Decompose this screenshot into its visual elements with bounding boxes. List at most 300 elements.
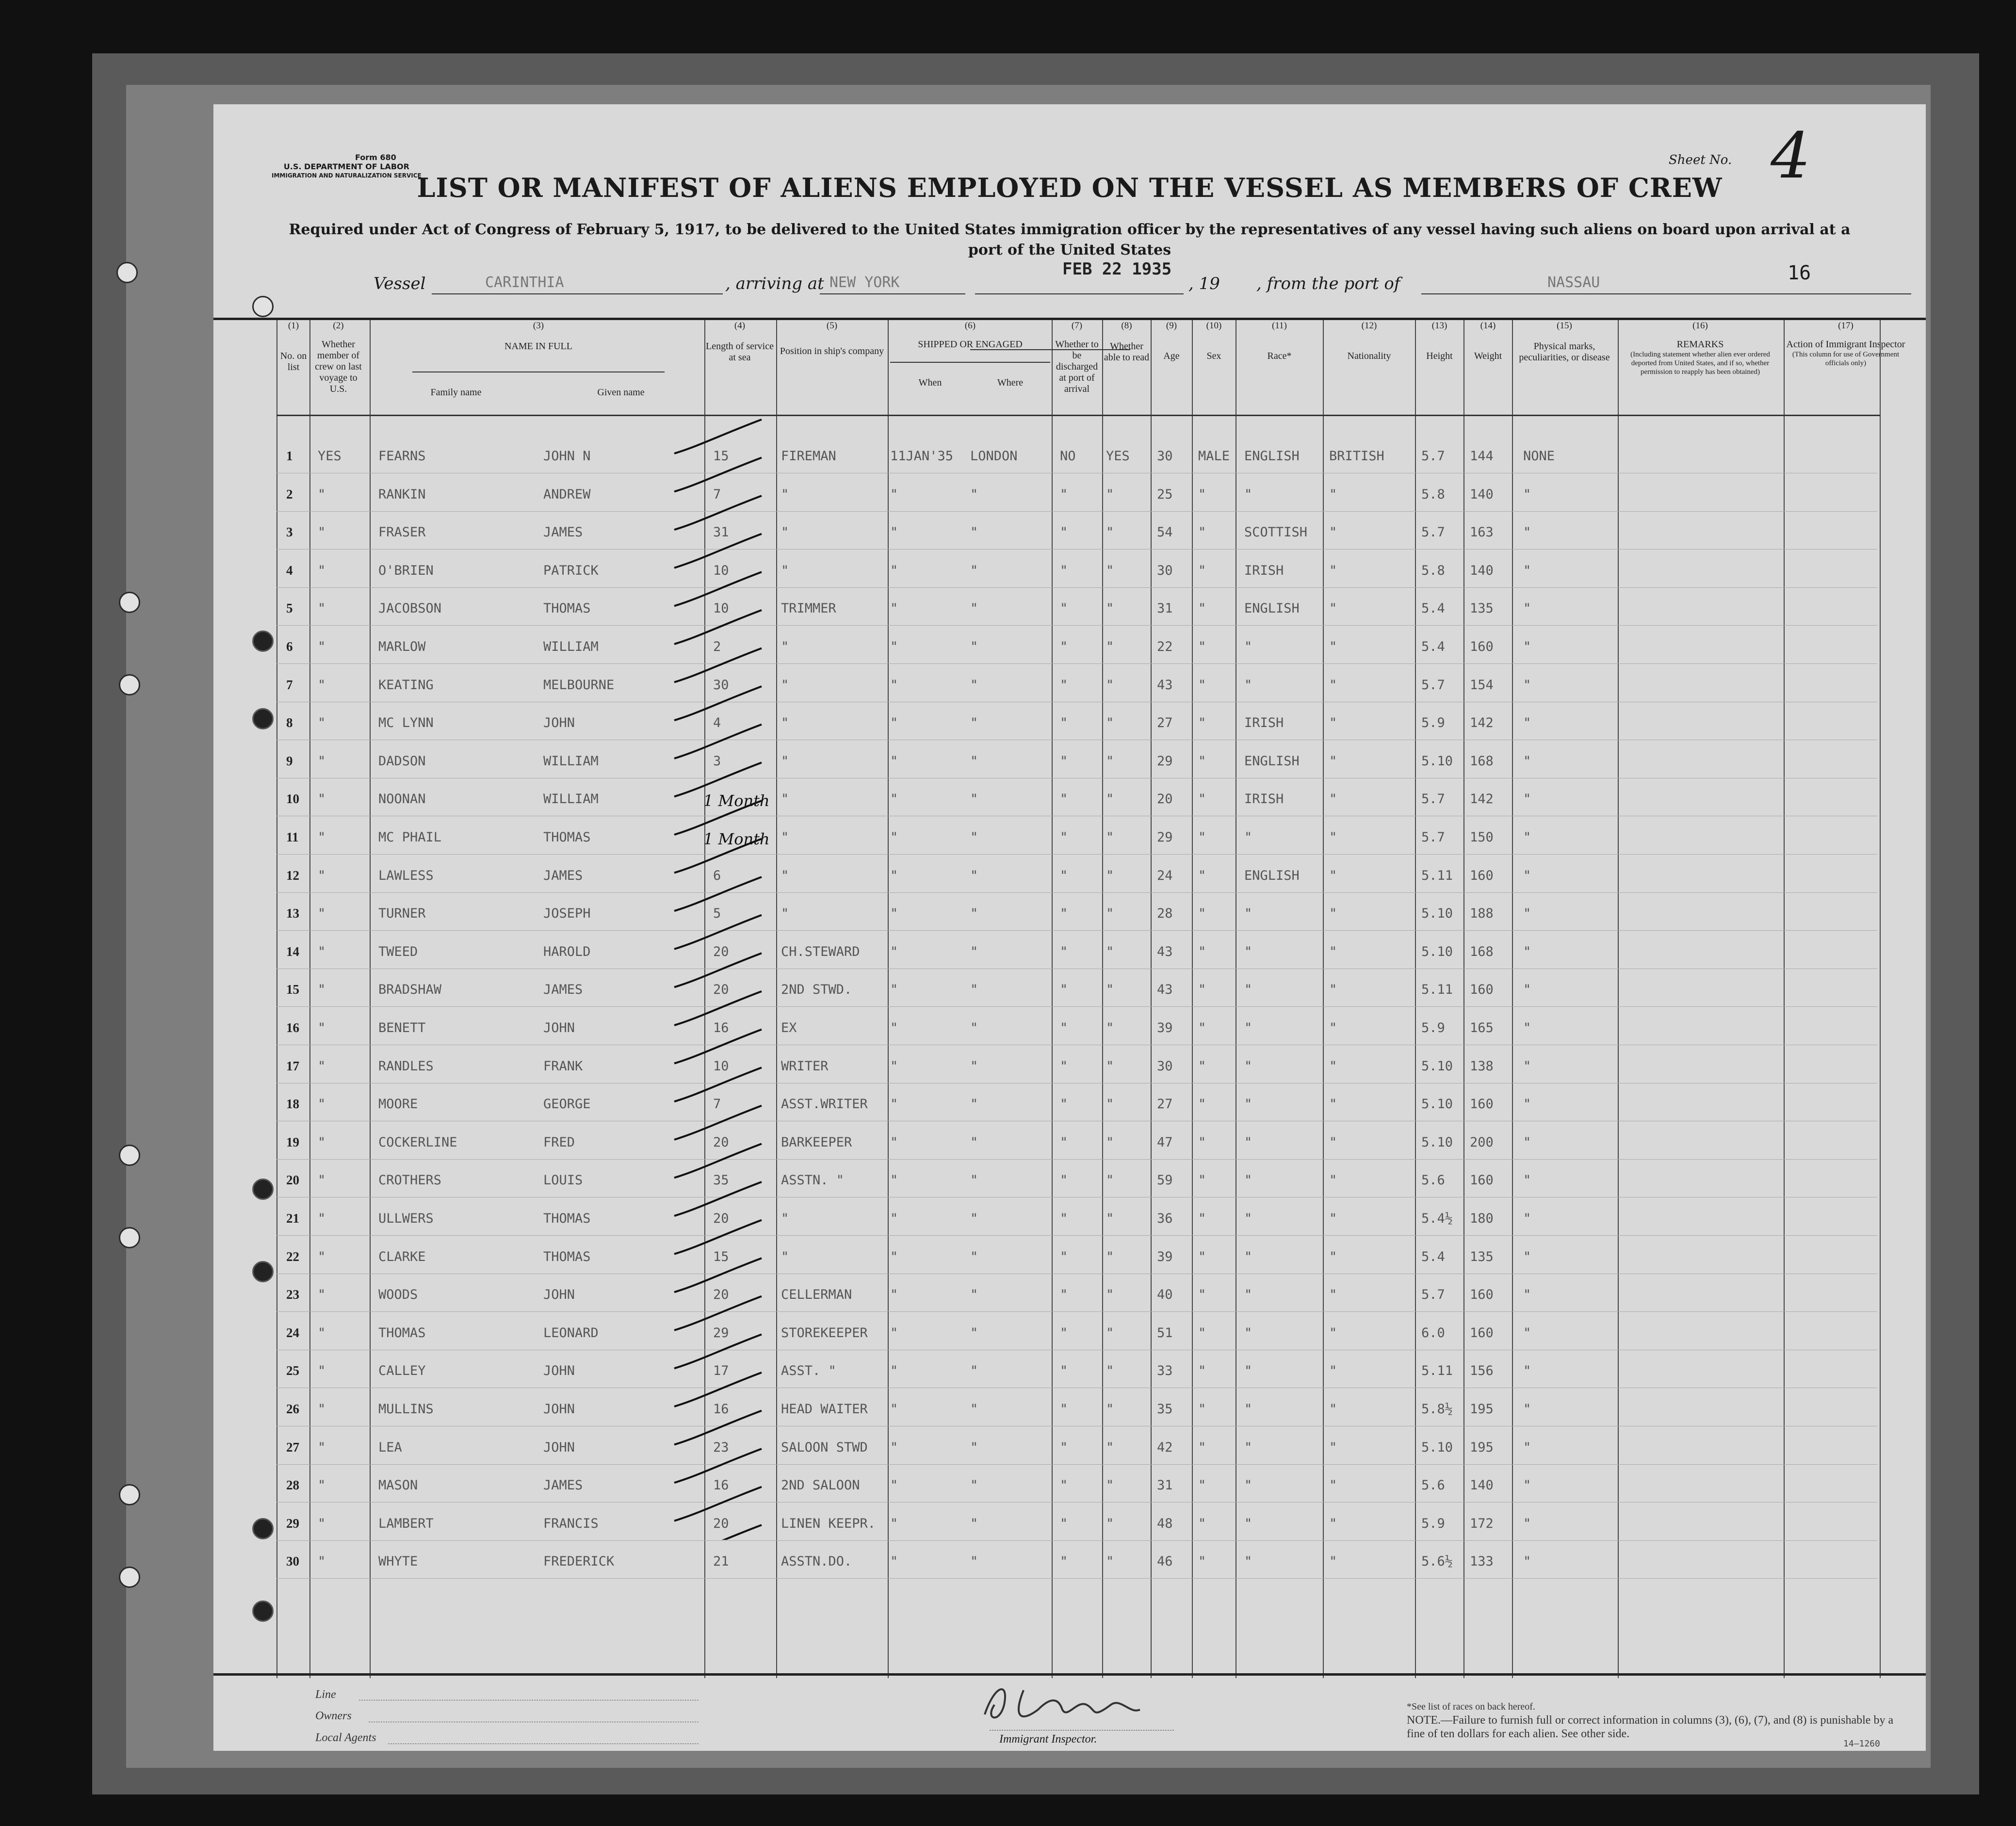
- nationality: ": [1329, 677, 1337, 693]
- shipped-when: ": [890, 715, 898, 731]
- previous-voyage: ": [318, 486, 326, 502]
- sex: ": [1198, 601, 1206, 616]
- shipped-when: ": [890, 1402, 898, 1417]
- able-to-read: ": [1106, 1211, 1114, 1226]
- discharge: ": [1060, 1287, 1068, 1303]
- height: 5.9: [1421, 715, 1445, 731]
- inspector-note: (This column for use of Government officials only): [1792, 351, 1900, 367]
- discharge: ": [1060, 1516, 1068, 1531]
- nationality: ": [1329, 1134, 1337, 1150]
- col-header-4: (4) Length of service at sea: [706, 321, 774, 363]
- previous-voyage: ": [318, 601, 326, 616]
- shipped-where: LONDON: [970, 449, 1018, 464]
- table-row: [213, 1130, 1926, 1168]
- race: ": [1244, 486, 1252, 502]
- check-stroke: [674, 1525, 762, 1540]
- shipped-where: ": [970, 1363, 978, 1379]
- row-number: 21: [286, 1211, 299, 1226]
- shipped-when: ": [890, 1249, 898, 1264]
- height: 5.7: [1421, 525, 1445, 540]
- physical-marks: ": [1523, 601, 1531, 616]
- binder-hole: [252, 1261, 274, 1282]
- table-row: [213, 1016, 1926, 1053]
- sex: ": [1198, 486, 1206, 502]
- discharge: ": [1060, 715, 1068, 731]
- race: ": [1244, 1058, 1252, 1074]
- nationality: ": [1329, 1325, 1337, 1341]
- family-name: FEARNS: [378, 449, 426, 464]
- given-name: WILLIAM: [543, 792, 599, 807]
- shipped-where: ": [970, 1554, 978, 1569]
- race: ": [1244, 906, 1252, 921]
- race: ENGLISH: [1244, 753, 1300, 769]
- weight: 140: [1470, 486, 1494, 502]
- age: 24: [1157, 868, 1173, 883]
- physical-marks: ": [1523, 715, 1531, 731]
- length-of-service: 15: [713, 1249, 729, 1264]
- given-name: LEONARD: [543, 1325, 599, 1341]
- age: 43: [1157, 982, 1173, 998]
- table-row: [213, 1282, 1926, 1320]
- shipped-where: ": [970, 1173, 978, 1188]
- physical-marks: ": [1523, 1020, 1531, 1035]
- age: 42: [1157, 1439, 1173, 1455]
- family-name: NOONAN: [378, 792, 426, 807]
- physical-marks: ": [1523, 1363, 1531, 1379]
- position: ": [781, 1249, 789, 1264]
- date-stamp: FEB 22 1935: [1062, 259, 1172, 279]
- race: ": [1244, 1478, 1252, 1493]
- row-number: 6: [286, 639, 293, 654]
- discharge: ": [1060, 1097, 1068, 1112]
- sex: ": [1198, 1325, 1206, 1341]
- length-of-service: 35: [713, 1173, 729, 1188]
- given-name: JOHN: [543, 1287, 575, 1303]
- when-header: When: [918, 377, 942, 388]
- sheet-number: 4: [1771, 119, 1811, 193]
- sex: ": [1198, 1439, 1206, 1455]
- previous-voyage: ": [318, 830, 326, 845]
- race: ": [1244, 1439, 1252, 1455]
- position: SALOON STWD: [781, 1439, 868, 1455]
- able-to-read: ": [1106, 1554, 1114, 1569]
- length-of-service: 1 Month: [703, 792, 770, 810]
- table-row: [213, 1397, 1926, 1435]
- age: 33: [1157, 1363, 1173, 1379]
- shipped-when: 11JAN'35: [890, 449, 954, 464]
- length-of-service: 16: [713, 1402, 729, 1417]
- sex: ": [1198, 677, 1206, 693]
- weight: 160: [1470, 868, 1494, 883]
- table-row: [213, 863, 1926, 901]
- given-name: JOHN: [543, 715, 575, 731]
- family-name: MC LYNN: [378, 715, 434, 731]
- immigrant-inspector-label: Immigrant Inspector.: [999, 1733, 1097, 1745]
- height: 5.7: [1421, 677, 1445, 693]
- length-of-service: 23: [713, 1439, 729, 1455]
- race: IRISH: [1244, 715, 1284, 731]
- owners-label: Owners: [315, 1710, 352, 1722]
- previous-voyage: ": [318, 1516, 326, 1531]
- weight: 142: [1470, 715, 1494, 731]
- age: 39: [1157, 1020, 1173, 1035]
- discharge: ": [1060, 830, 1068, 845]
- weight: 163: [1470, 525, 1494, 540]
- weight: 140: [1470, 1478, 1494, 1493]
- nationality: ": [1329, 1402, 1337, 1417]
- race: ": [1244, 1097, 1252, 1112]
- physical-marks: ": [1523, 1249, 1531, 1264]
- position: CELLERMAN: [781, 1287, 852, 1303]
- given-name: JOHN: [543, 1020, 575, 1035]
- position: TRIMMER: [781, 601, 836, 616]
- arriving-label: , arriving at: [725, 274, 824, 293]
- nationality: ": [1329, 1097, 1337, 1112]
- discharge: ": [1060, 601, 1068, 616]
- col-header-9: (9) Age: [1163, 321, 1180, 361]
- age: 30: [1157, 449, 1173, 464]
- shipped-where: ": [970, 1478, 978, 1493]
- table-row: [213, 749, 1926, 787]
- length-of-service: 15: [713, 449, 729, 464]
- sex: ": [1198, 868, 1206, 883]
- sex: ": [1198, 1211, 1206, 1226]
- physical-marks: ": [1523, 563, 1531, 578]
- height: 5.10: [1421, 1058, 1453, 1074]
- family-name: MOORE: [378, 1097, 418, 1112]
- col-header-11: (11) Race*: [1267, 321, 1292, 361]
- weight: 160: [1470, 639, 1494, 654]
- weight: 172: [1470, 1516, 1494, 1531]
- length-of-service: 29: [713, 1325, 729, 1341]
- position: CH.STEWARD: [781, 944, 860, 959]
- shipped-where: ": [970, 1249, 978, 1264]
- family-name-header: Family name: [430, 387, 482, 398]
- print-code: 14—1260: [1843, 1739, 1880, 1749]
- previous-voyage: ": [318, 1325, 326, 1341]
- col-header-6: (6) SHIPPED OR ENGAGED When Where: [890, 320, 1050, 519]
- shipped-where: ": [970, 1211, 978, 1226]
- row-number: 9: [286, 753, 293, 768]
- nationality: BRITISH: [1329, 449, 1384, 464]
- given-name: THOMAS: [543, 830, 591, 845]
- position: ASSTN. ": [781, 1173, 845, 1188]
- race: ENGLISH: [1244, 449, 1300, 464]
- department-name: U.S. DEPARTMENT OF LABOR: [283, 162, 409, 171]
- nationality: ": [1329, 944, 1337, 959]
- physical-marks: ": [1523, 1516, 1531, 1531]
- position: ": [781, 525, 789, 540]
- age: 51: [1157, 1325, 1173, 1341]
- binder-hole: [119, 1227, 140, 1248]
- table-row: [213, 1435, 1926, 1473]
- height: 5.4: [1421, 601, 1445, 616]
- weight: 140: [1470, 563, 1494, 578]
- previous-voyage: YES: [318, 449, 341, 464]
- height: 5.9: [1421, 1516, 1445, 1531]
- shipped-when: ": [890, 1516, 898, 1531]
- length-of-service: 1 Month: [703, 830, 770, 848]
- check-stroke: [674, 496, 762, 530]
- discharge: ": [1060, 753, 1068, 769]
- length-of-service: 20: [713, 982, 729, 998]
- nationality: ": [1329, 753, 1337, 769]
- check-stroke: [674, 839, 762, 873]
- age: 43: [1157, 944, 1173, 959]
- table-row: [213, 711, 1926, 748]
- sex: ": [1198, 982, 1206, 998]
- position: ": [781, 677, 789, 693]
- length-of-service: 7: [713, 486, 721, 502]
- given-name: GEORGE: [543, 1097, 591, 1112]
- family-name: MC PHAIL: [378, 830, 442, 845]
- race: ": [1244, 982, 1252, 998]
- family-name: O'BRIEN: [378, 563, 434, 578]
- manifest-sheet: [213, 104, 1926, 1751]
- given-name: THOMAS: [543, 1211, 591, 1226]
- nationality: ": [1329, 1173, 1337, 1188]
- shipped-when: ": [890, 1325, 898, 1341]
- weight: 180: [1470, 1211, 1494, 1226]
- able-to-read: ": [1106, 1173, 1114, 1188]
- family-name: TWEED: [378, 944, 418, 959]
- check-stroke: [674, 953, 762, 987]
- nationality: ": [1329, 982, 1337, 998]
- inspector-signature: [965, 1676, 1188, 1734]
- col-header-14: (14) Weight: [1474, 321, 1502, 361]
- age: 22: [1157, 639, 1173, 654]
- discharge: ": [1060, 1439, 1068, 1455]
- able-to-read: ": [1106, 982, 1114, 998]
- position: ": [781, 1211, 789, 1226]
- nationality: ": [1329, 601, 1337, 616]
- age: 31: [1157, 1478, 1173, 1493]
- race: SCOTTISH: [1244, 525, 1308, 540]
- able-to-read: ": [1106, 1287, 1114, 1303]
- previous-voyage: ": [318, 1211, 326, 1226]
- position: ASST. ": [781, 1363, 836, 1379]
- row-number: 14: [286, 944, 299, 959]
- physical-marks: ": [1523, 1402, 1531, 1417]
- family-name: DADSON: [378, 753, 426, 769]
- age: 36: [1157, 1211, 1173, 1226]
- able-to-read: ": [1106, 753, 1114, 769]
- check-stroke: [674, 1067, 762, 1101]
- able-to-read: ": [1106, 639, 1114, 654]
- weight: 168: [1470, 944, 1494, 959]
- nationality: ": [1329, 792, 1337, 807]
- able-to-read: YES: [1106, 449, 1130, 464]
- binder-hole: [252, 1179, 274, 1200]
- sex: ": [1198, 1478, 1206, 1493]
- table-row: [213, 444, 1926, 482]
- height: 5.4½: [1421, 1211, 1453, 1226]
- line-label: Line: [315, 1688, 336, 1701]
- discharge: ": [1060, 1325, 1068, 1341]
- length-of-service: 16: [713, 1478, 729, 1493]
- binder-hole: [119, 1567, 140, 1588]
- family-name: BRADSHAW: [378, 982, 442, 998]
- sex: ": [1198, 1402, 1206, 1417]
- shipped-when: ": [890, 1554, 898, 1569]
- row-number: 12: [286, 868, 299, 883]
- race: ": [1244, 1134, 1252, 1150]
- height: 5.7: [1421, 792, 1445, 807]
- previous-voyage: ": [318, 639, 326, 654]
- previous-voyage: ": [318, 525, 326, 540]
- position: 2ND STWD.: [781, 982, 852, 998]
- row-number: 26: [286, 1402, 299, 1416]
- check-stroke: [674, 1373, 762, 1406]
- table-row: [213, 1473, 1926, 1511]
- row-number: 3: [286, 525, 293, 540]
- physical-marks: ": [1523, 486, 1531, 502]
- family-name: LAWLESS: [378, 868, 434, 883]
- given-name: JOSEPH: [543, 906, 591, 921]
- physical-marks: ": [1523, 677, 1531, 693]
- row-number: 22: [286, 1249, 299, 1264]
- physical-marks: ": [1523, 1439, 1531, 1455]
- shipped-where: ": [970, 1134, 978, 1150]
- sex: ": [1198, 1554, 1206, 1569]
- shipped-when: ": [890, 601, 898, 616]
- height: 5.6: [1421, 1173, 1445, 1188]
- year-label: , 19: [1188, 274, 1220, 293]
- table-row: [213, 558, 1926, 596]
- weight: 154: [1470, 677, 1494, 693]
- race: ENGLISH: [1244, 601, 1300, 616]
- physical-marks: NONE: [1523, 449, 1555, 464]
- col-header-8: (8) Whether able to read: [1104, 321, 1150, 363]
- length-of-service: 2: [713, 639, 721, 654]
- length-of-service: 10: [713, 1058, 729, 1074]
- position: ": [781, 830, 789, 845]
- shipped-where: ": [970, 1439, 978, 1455]
- height: 5.6½: [1421, 1554, 1453, 1569]
- nationality: ": [1329, 525, 1337, 540]
- check-stroke: [674, 1449, 762, 1483]
- row-number: 16: [286, 1020, 299, 1035]
- length-of-service: 16: [713, 1020, 729, 1035]
- shipped-when: ": [890, 982, 898, 998]
- sex: ": [1198, 830, 1206, 845]
- shipped-where: ": [970, 982, 978, 998]
- shipped-where: ": [970, 486, 978, 502]
- page-title: LIST OR MANIFEST OF ALIENS EMPLOYED ON THE VESSEL AS MEMBERS OF CREW: [417, 172, 1723, 203]
- height: 5.9: [1421, 1020, 1445, 1035]
- check-marks: [669, 415, 766, 1540]
- race: ": [1244, 1020, 1252, 1035]
- binder-hole: [119, 674, 140, 695]
- shipped-where: ": [970, 563, 978, 578]
- discharge: ": [1060, 982, 1068, 998]
- table-row: [213, 1206, 1926, 1244]
- row-number: 10: [286, 792, 299, 807]
- binder-hole: [252, 296, 274, 317]
- sex: ": [1198, 1287, 1206, 1303]
- shipped-where: ": [970, 1402, 978, 1417]
- previous-voyage: ": [318, 982, 326, 998]
- length-of-service: 6: [713, 868, 721, 883]
- col-header-3: (3) NAME IN FULL Family name Given name: [374, 320, 703, 519]
- height: 5.10: [1421, 944, 1453, 959]
- table-row: [213, 1511, 1926, 1549]
- family-name: RANDLES: [378, 1058, 434, 1074]
- discharge: ": [1060, 486, 1068, 502]
- length-of-service: 20: [713, 1287, 729, 1303]
- shipped-when: ": [890, 1478, 898, 1493]
- shipped-where: ": [970, 868, 978, 883]
- weight: 138: [1470, 1058, 1494, 1074]
- weight: 160: [1470, 1173, 1494, 1188]
- from-port-label: , from the port of: [1256, 274, 1400, 293]
- age: 48: [1157, 1516, 1173, 1531]
- race: ": [1244, 1554, 1252, 1569]
- able-to-read: ": [1106, 1325, 1114, 1341]
- family-name: MARLOW: [378, 639, 426, 654]
- weight: 200: [1470, 1134, 1494, 1150]
- weight: 165: [1470, 1020, 1494, 1035]
- previous-voyage: ": [318, 868, 326, 883]
- table-row: [213, 634, 1926, 672]
- check-stroke: [674, 877, 762, 911]
- check-stroke: [674, 420, 762, 453]
- sex: ": [1198, 1134, 1206, 1150]
- nationality: ": [1329, 1058, 1337, 1074]
- given-name: JOHN: [543, 1402, 575, 1417]
- sex: ": [1198, 715, 1206, 731]
- sex: ": [1198, 1058, 1206, 1074]
- able-to-read: ": [1106, 1363, 1114, 1379]
- col-header-13: (13) Height: [1426, 321, 1453, 361]
- sex: ": [1198, 753, 1206, 769]
- able-to-read: ": [1106, 1478, 1114, 1493]
- age: 59: [1157, 1173, 1173, 1188]
- previous-voyage: ": [318, 1058, 326, 1074]
- check-stroke: [674, 1411, 762, 1445]
- given-name: WILLIAM: [543, 639, 599, 654]
- able-to-read: ": [1106, 1097, 1114, 1112]
- discharge: ": [1060, 677, 1068, 693]
- previous-voyage: ": [318, 792, 326, 807]
- from-port: NASSAU: [1547, 274, 1600, 291]
- nationality: ": [1329, 563, 1337, 578]
- family-name: THOMAS: [378, 1325, 426, 1341]
- nationality: ": [1329, 1363, 1337, 1379]
- table-row: [213, 1054, 1926, 1092]
- discharge: ": [1060, 1058, 1068, 1074]
- discharge: NO: [1060, 449, 1076, 464]
- age: 29: [1157, 830, 1173, 845]
- physical-marks: ": [1523, 639, 1531, 654]
- shipped-where: ": [970, 944, 978, 959]
- table-row: [213, 1092, 1926, 1130]
- race: ": [1244, 944, 1252, 959]
- footer: [213, 1673, 1926, 1753]
- previous-voyage: ": [318, 715, 326, 731]
- nationality: ": [1329, 639, 1337, 654]
- age: 47: [1157, 1134, 1173, 1150]
- physical-marks: ": [1523, 1554, 1531, 1569]
- row-number: 17: [286, 1058, 299, 1073]
- shipped-where: ": [970, 906, 978, 921]
- length-of-service: 20: [713, 944, 729, 959]
- length-of-service: 3: [713, 753, 721, 769]
- table-row: [213, 1244, 1926, 1282]
- previous-voyage: ": [318, 563, 326, 578]
- nationality: ": [1329, 906, 1337, 921]
- given-name: HAROLD: [543, 944, 591, 959]
